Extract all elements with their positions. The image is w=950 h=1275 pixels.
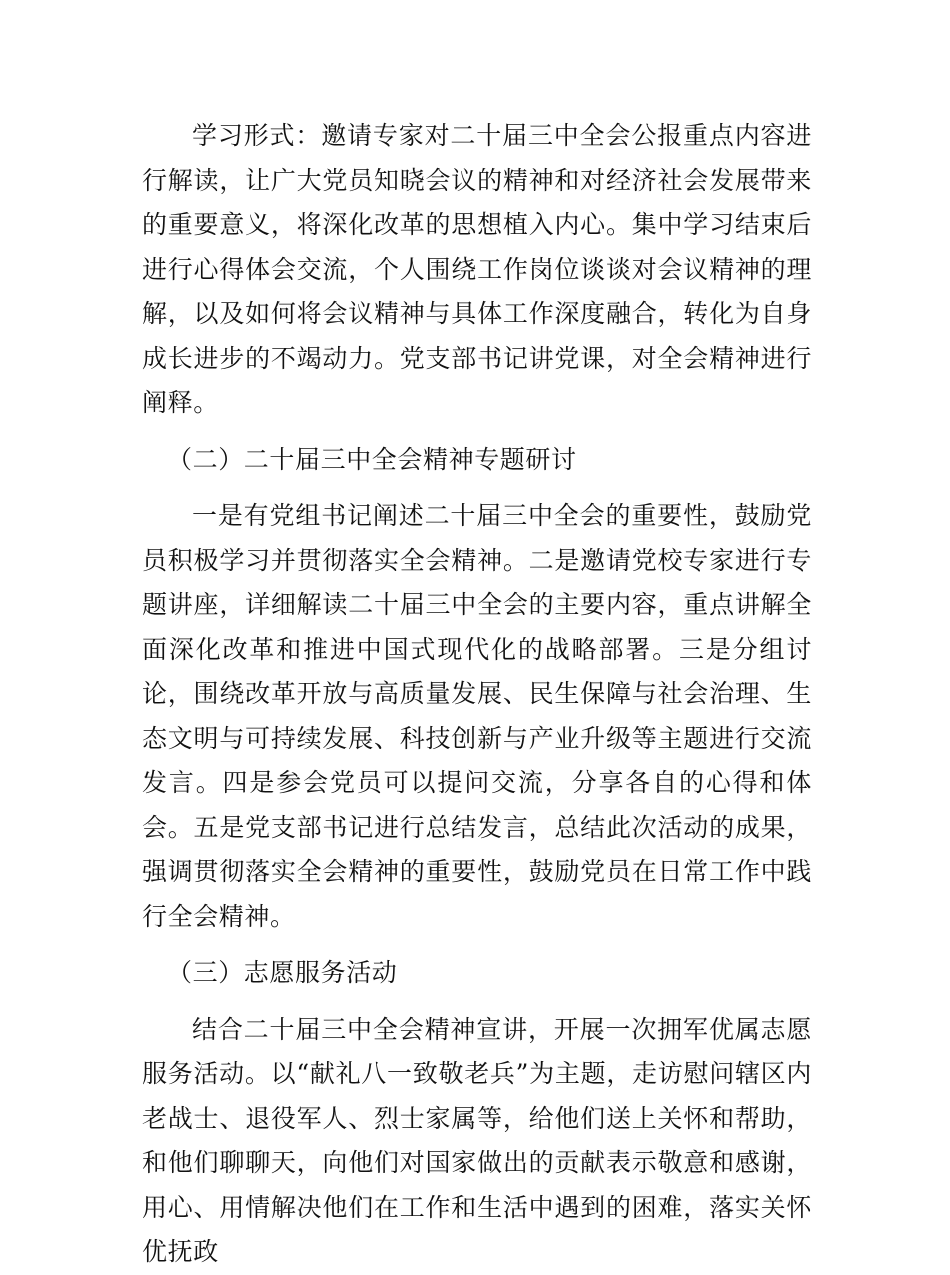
- document-body: [142, 114, 812, 1275]
- section-heading-volunteer: （三）志愿服务活动: [167, 958, 398, 987]
- paragraph-gap: [142, 996, 812, 1008]
- paragraph-gap: [142, 482, 812, 494]
- paragraph-volunteer-details: 结合二十届三中全会精神宣讲，开展一次拥军优属志愿服务活动。以“献礼八一致敬老兵”为主题，走访慰问辖区内老战士、退役军人、烈士家属等，给他们送上关怀和帮助，和他们聊聊天，向他们对国家做出的贡献表示敬意和感谢，用心、用情解决他们在工作和生活中遇到的困难，落实关怀优抚政: [142, 1014, 812, 1266]
- section-heading-seminar: （二）二十届三中全会精神专题研讨: [167, 444, 577, 474]
- paragraph-seminar-details: 一是有党组书记阐述二十届三中全会的重要性，鼓励党员积极学习并贯彻落实全会精神。二是邀请党校专家进行专题讲座，详细解读二十届三中全会的主要内容，重点讲解全面深化改革和推进中国式现代化的战略部署。三是分组讨论，围绕改革开放与高质量发展、民生保障与社会治理、生态文明与可持续发展、科技创新与产业升级等主题进行交流发言。四是参会党员可以提问交流，分享各自的心得和体会。五是党支部书记进行总结发言，总结此次活动的成果，强调贯彻落实全会精神的重要性，鼓励党员在日常工作中践行全会精神。: [142, 501, 812, 931]
- paragraph-gap: [142, 939, 812, 951]
- paragraph-gap: [142, 426, 812, 438]
- paragraph-study-format: 学习形式：邀请专家对二十届三中全会公报重点内容进行解读，让广大党员知晓会议的精神和对经济社会发展带来的重要意义，将深化改革的思想植入内心。集中学习结束后进行心得体会交流，个人围绕工作岗位谈谈对会议精神的理解，以及如何将会议精神与具体工作深度融合，转化为自身成长进步的不竭动力。党支部书记讲党课，对全会精神进行阐释。: [142, 121, 812, 417]
